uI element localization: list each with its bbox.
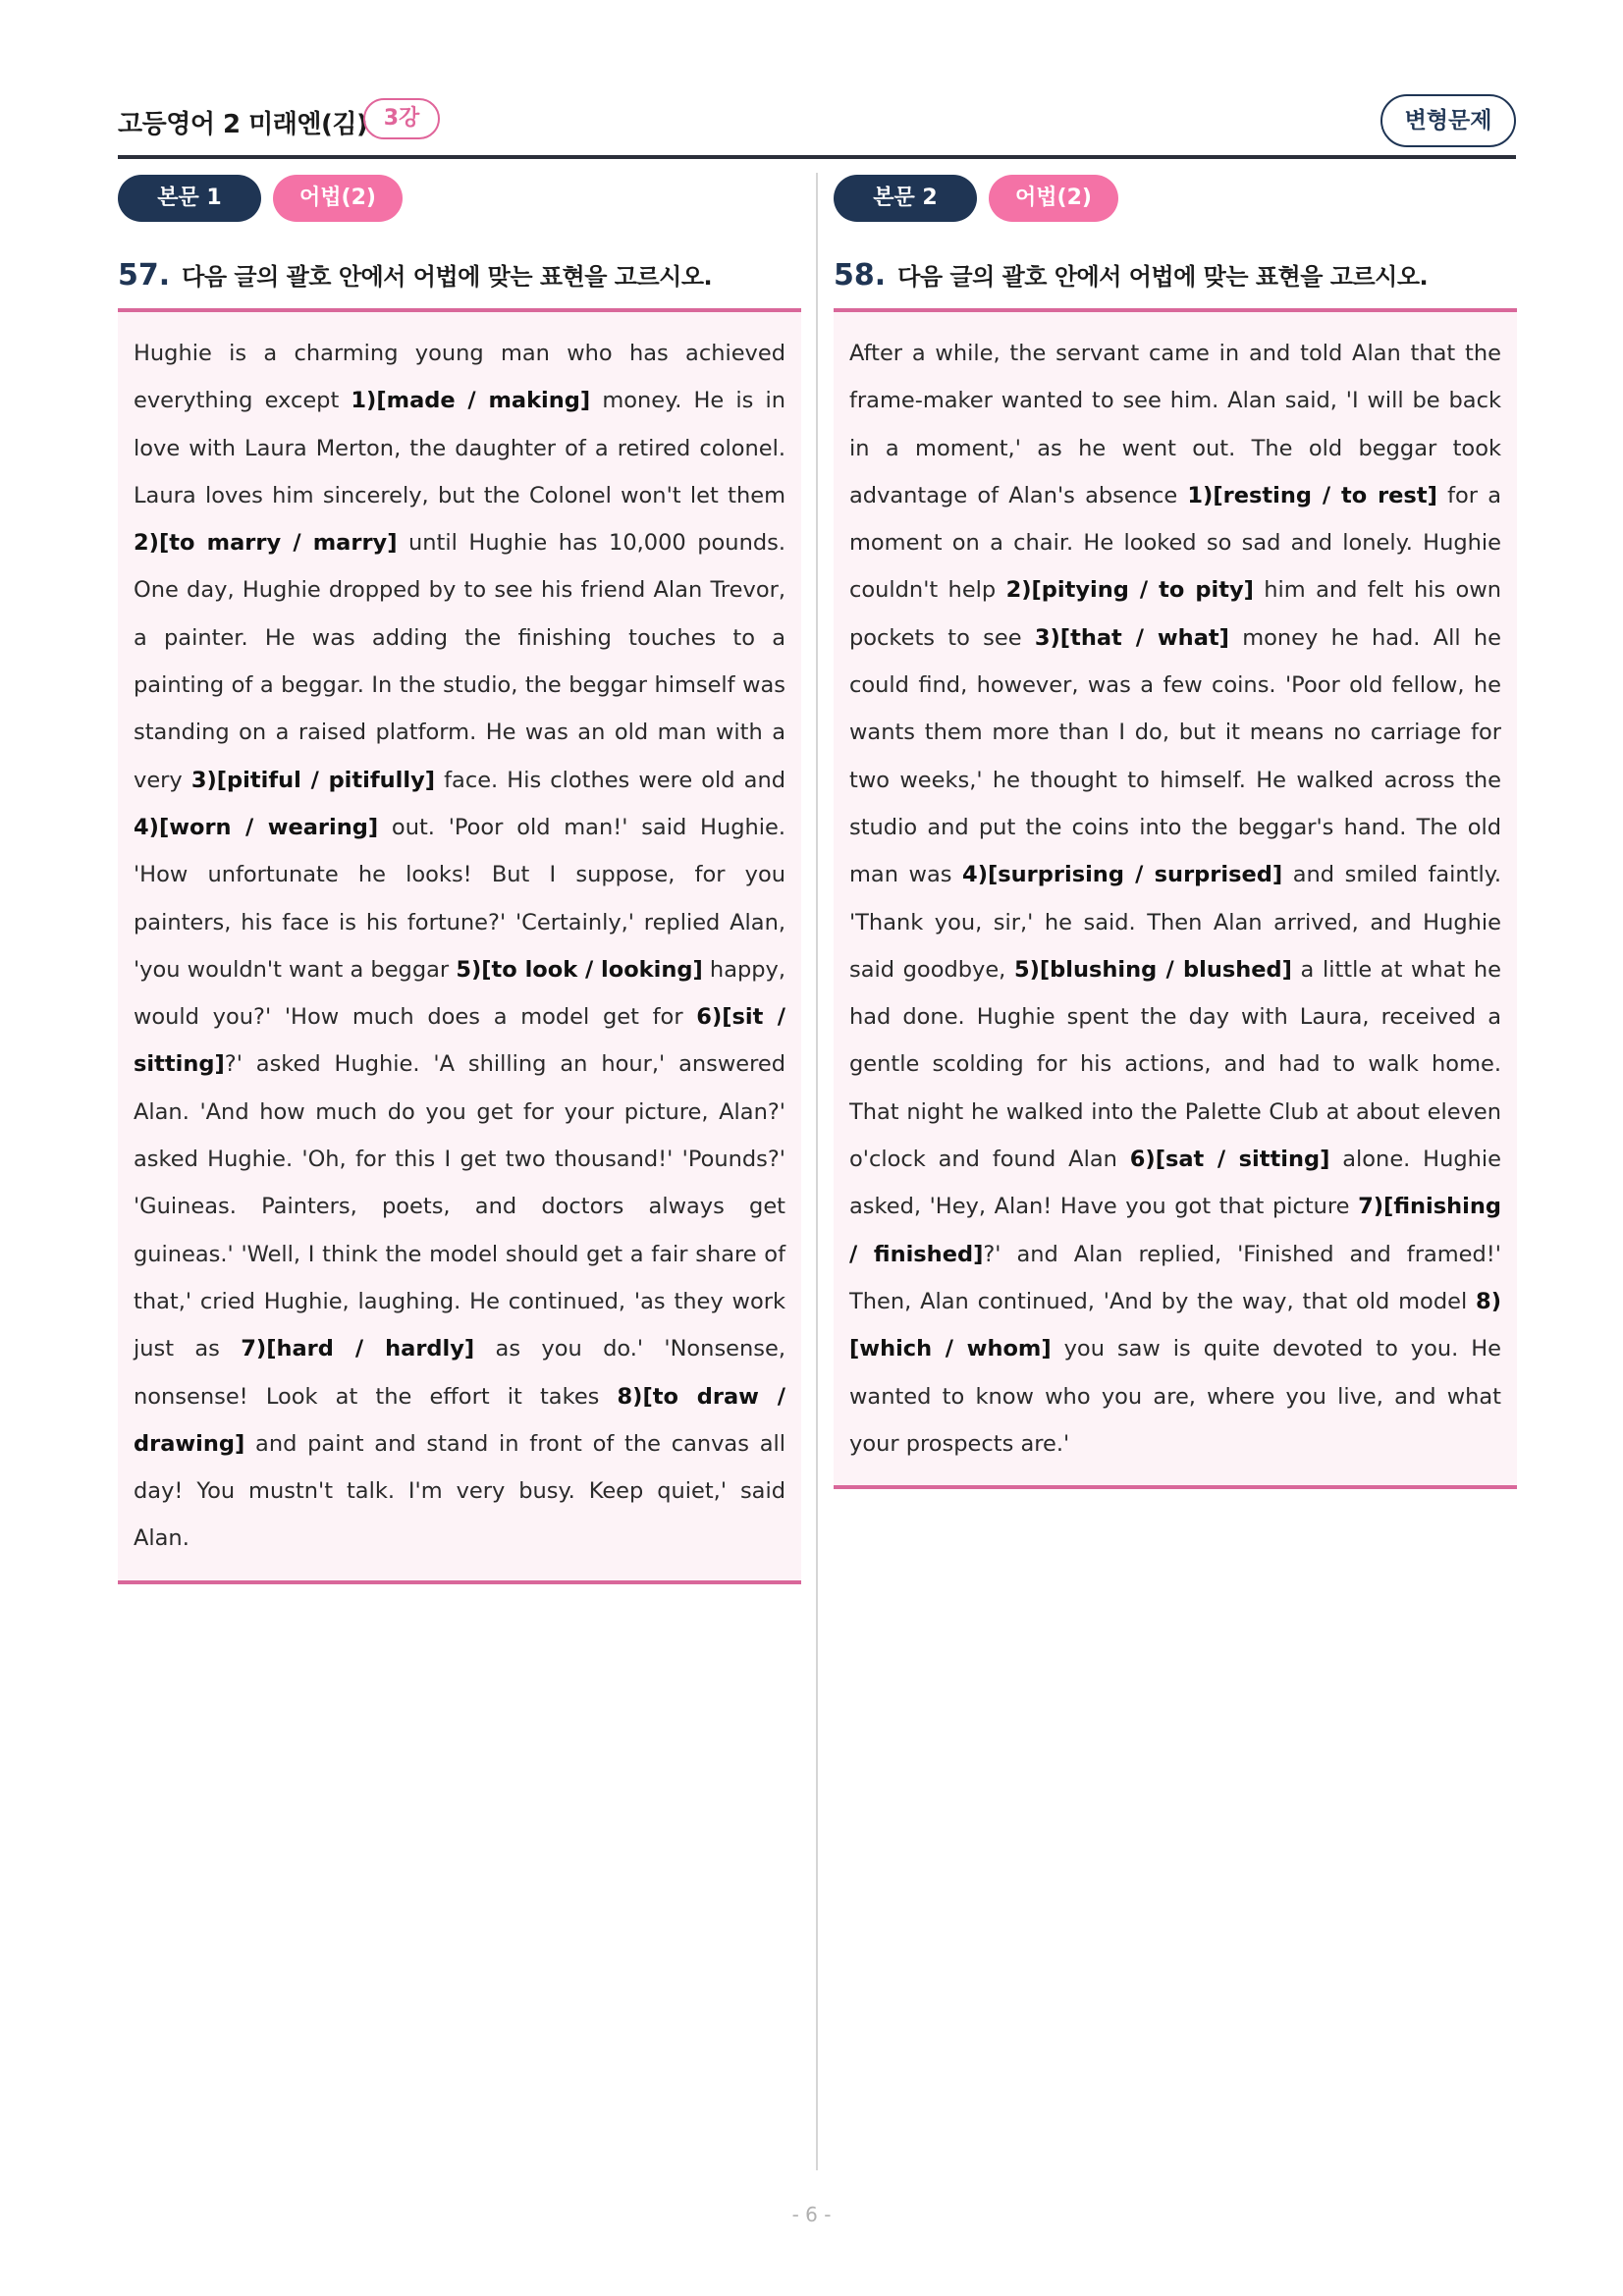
header-divider bbox=[118, 155, 1516, 159]
passage-segment: as you do.' 'Nonsense, nonsense! Look at the effort it takes bbox=[134, 1336, 785, 1410]
blank-choice: 7)[finishing / finished] bbox=[849, 1194, 1501, 1267]
left-column bbox=[118, 175, 801, 1584]
passage-segment: alone. Hughie asked, 'Hey, Alan! Have you got that picture bbox=[849, 1147, 1501, 1220]
passage-segment: After a while, the servant came in and told Alan that the frame-maker wanted to see him. Alan said, 'I will be back in a moment,' as he went out. The old beggar took advantage of Alan's absence bbox=[849, 341, 1501, 508]
passage-segment: you saw is quite devoted to you. He wanted to know who you are, where you live, and what your prospects are.' bbox=[849, 1336, 1502, 1457]
column-divider bbox=[816, 173, 818, 2170]
page-number: - 6 - bbox=[791, 2203, 832, 2226]
passage-bottom-rule bbox=[118, 1580, 801, 1584]
passage-segment: him and felt his own pockets to see bbox=[849, 577, 1501, 651]
passage-bottom-rule bbox=[834, 1485, 1517, 1489]
blank-choice: 4)[worn / wearing] bbox=[134, 814, 379, 840]
passage-segment: happy, would you?' 'How much does a model get for bbox=[134, 956, 786, 1031]
passage-segment: and smiled faintly. 'Thank you, sir,' he said. Then Alan arrived, and Hughie said goodbye, bbox=[849, 862, 1502, 983]
question-prompt: 다음 글의 괄호 안에서 어법에 맞는 표현을 고르시오. bbox=[897, 263, 1429, 291]
passage-segment: a little at what he had done. Hughie spent the day with Laura, received a gentle scolding for his actions, and had to walk home. That night he walked into the Palette Club at about eleven o'clock and found Alan bbox=[849, 956, 1501, 1173]
passage-segment: until Hughie has 10,000 pounds. One day, Hughie dropped by to see his friend Alan Trevor, a painter. He was adding the finishing touches to a painting of a beggar. In the studio, the beggar himself was standing on a raised platform. He was an old man with a very bbox=[134, 530, 785, 793]
blank-choice: 3)[that / what] bbox=[1034, 624, 1229, 651]
passage-segment: for a moment on a chair. He looked so sad and lonely. Hughie couldn't help bbox=[849, 482, 1502, 604]
passage-segment: Hughie is a charming young man who has achieved everything except bbox=[134, 341, 785, 414]
passage-segment: money. He is in love with Laura Merton, the daughter of a retired colonel. Laura loves him sincerely, but the Colonel won't let them bbox=[134, 388, 786, 508]
question-prompt: 다음 글의 괄호 안에서 어법에 맞는 표현을 고르시오. bbox=[182, 263, 713, 291]
blank-choice: 2)[pitying / to pity] bbox=[1005, 577, 1254, 604]
passage-segment: and paint and stand in front of the canvas all day! You mustn't talk. I'm very busy. Keep quiet,' said Alan. bbox=[134, 1430, 785, 1552]
passage-tag: 본문 1 bbox=[118, 175, 261, 222]
passage-text bbox=[118, 312, 801, 1580]
section-tags bbox=[118, 175, 801, 222]
question-number: 57. bbox=[118, 258, 171, 293]
blank-choice: 6)[sat / sitting] bbox=[1129, 1147, 1330, 1173]
section-tags bbox=[834, 175, 1517, 222]
category-tag: 어법(2) bbox=[989, 175, 1118, 222]
blank-choice: 6)[sit / sitting] bbox=[134, 1004, 785, 1078]
passage-segment: ?' and Alan replied, 'Finished and framed!' Then, Alan continued, 'And by the way, that old model bbox=[849, 1241, 1501, 1314]
passage-tag: 본문 2 bbox=[834, 175, 977, 222]
blank-choice: 1)[made / making] bbox=[351, 388, 591, 414]
blank-choice: 8)[which / whom] bbox=[849, 1288, 1501, 1362]
blank-choice: 8)[to draw / drawing] bbox=[134, 1383, 785, 1457]
blank-choice: 5)[to look / looking] bbox=[456, 956, 703, 983]
right-column bbox=[834, 175, 1517, 1489]
blank-choice: 4)[surprising / surprised] bbox=[962, 862, 1283, 888]
passage-segment: out. 'Poor old man!' said Hughie. 'How unfortunate he looks! But I suppose, for you painters, his face is his fortune?' 'Certainly,' replied Alan, 'you wouldn't want a beggar bbox=[134, 814, 785, 983]
blank-choice: 7)[hard / hardly] bbox=[241, 1336, 475, 1362]
blank-choice: 2)[to marry / marry] bbox=[134, 530, 398, 557]
blank-choice: 3)[pitiful / pitifully] bbox=[190, 767, 436, 793]
page-header bbox=[118, 94, 1516, 153]
blank-choice: 1)[resting / to rest] bbox=[1187, 482, 1437, 508]
lesson-badge: 3강 bbox=[363, 98, 440, 139]
passage-segment: face. His clothes were old and bbox=[435, 767, 785, 793]
blank-choice: 5)[blushing / blushed] bbox=[1013, 956, 1292, 983]
question-heading bbox=[118, 257, 801, 302]
category-tag: 어법(2) bbox=[273, 175, 403, 222]
question-heading bbox=[834, 257, 1517, 302]
question-type-badge: 변형문제 bbox=[1380, 94, 1516, 147]
book-title: 고등영어 2 미래엔(김) bbox=[118, 110, 368, 139]
question-number: 58. bbox=[834, 258, 887, 293]
passage-text bbox=[834, 312, 1517, 1485]
passage-segment: money he had. All he could find, however, was a few coins. 'Poor old fellow, he wants them more than I do, but it means no carriage for two weeks,' he thought to himself. He walked across the studio and put the coins into the beggar's hand. The old man was bbox=[849, 624, 1501, 888]
passage-segment: ?' asked Hughie. 'A shilling an hour,' answered Alan. 'And how much do you get for your picture, Alan?' asked Hughie. 'Oh, for this I get two thousand!' 'Pounds?' 'Guineas. Painters, poets, and doctors always get guineas.' 'Well, I think the model should get a fair share of that,' cried Hughie, laughing. He continued, 'as they work just as bbox=[134, 1051, 785, 1362]
